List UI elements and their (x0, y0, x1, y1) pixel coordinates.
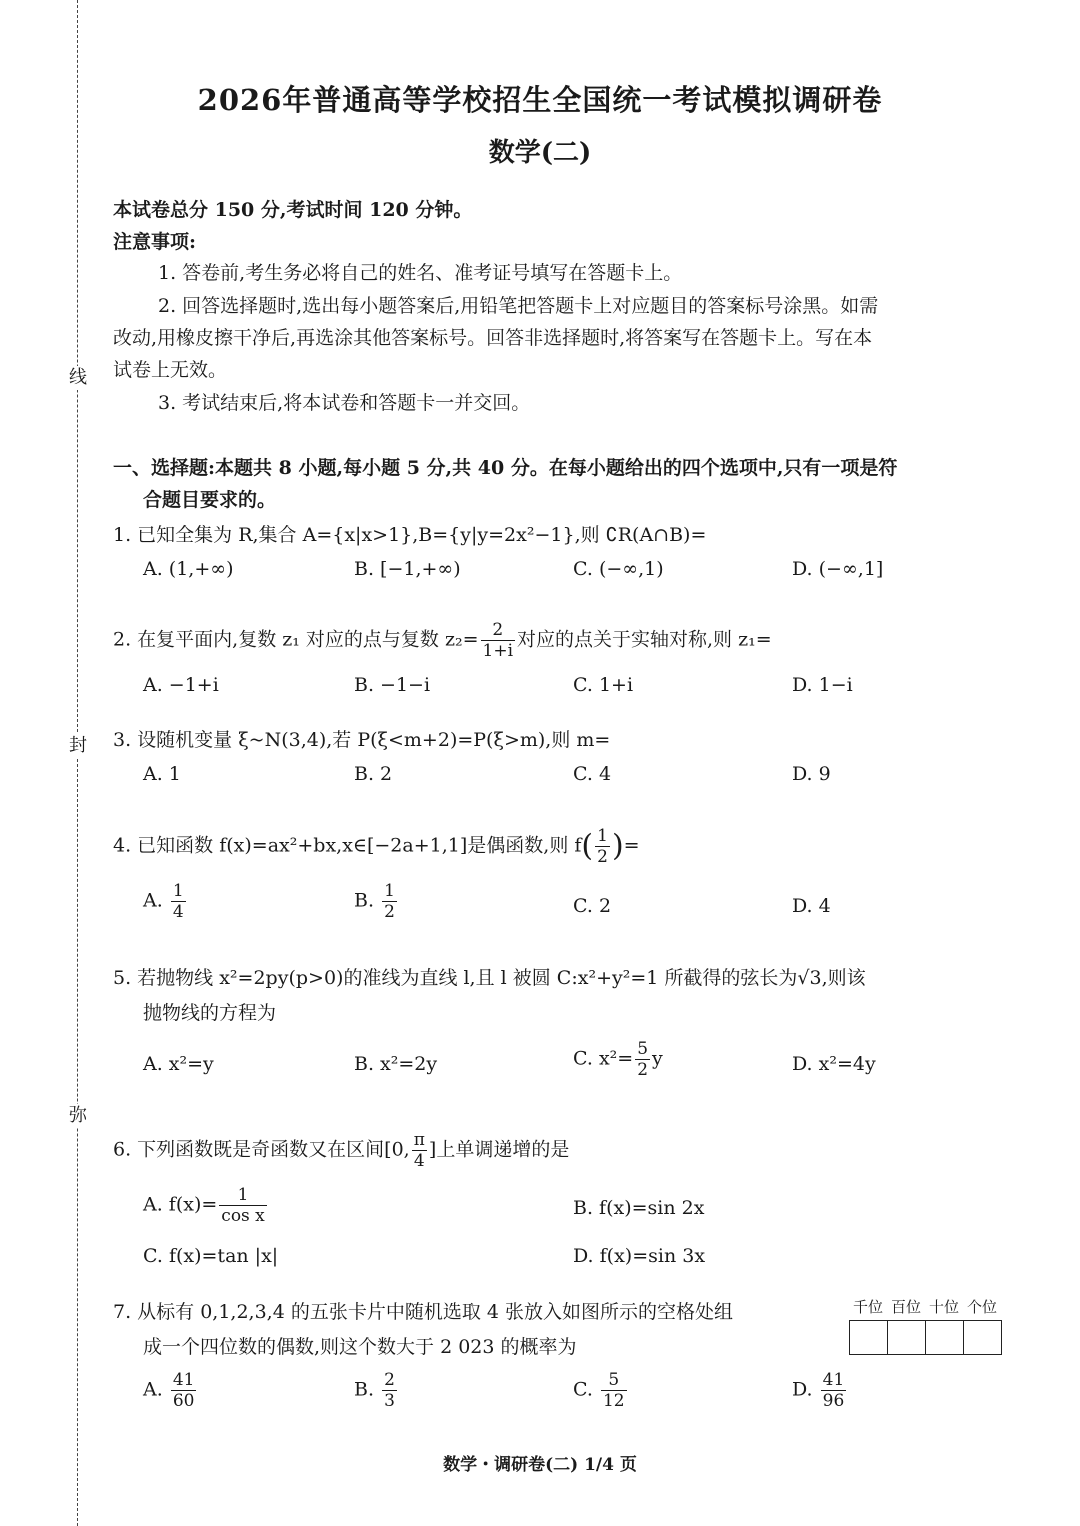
q4-option-c: C. 2 (573, 895, 612, 917)
q4-option-a-den: 4 (172, 902, 184, 922)
q4-frac-den: 2 (597, 847, 608, 867)
exam-subtitle: 数学(二) (488, 138, 592, 168)
q4-stem: 4. 已知函数 f(x)=ax²+bx,x∈[−2a+1,1]是偶函数,则 f( $\frac{1}{2}$ )= (113, 826, 640, 867)
exam-title: 2026年普通高等学校招生全国统一考试模拟调研卷 (197, 83, 883, 117)
q4-option-a-label: A. (143, 889, 163, 912)
place-label-thousands: 千位 (853, 1298, 884, 1316)
q5-stem-line-2: 抛物线的方程为 (143, 1002, 277, 1024)
q3-option-d: D. 9 (792, 763, 831, 785)
q7-option-a-den: 60 (172, 1391, 195, 1411)
q7-option-a-label: A. (143, 1378, 163, 1401)
q2-option-b: B. −1−i (354, 674, 431, 696)
q7-option-c (573, 1370, 629, 1411)
q5-option-c (573, 1039, 663, 1080)
page-footer: 数学・调研卷(二) 1/4 页 (443, 1455, 637, 1475)
q4-fraction (595, 826, 610, 867)
place-label-tens: 十位 (929, 1298, 960, 1316)
q7-option-d-den: 96 (822, 1391, 845, 1411)
q4-frac-num: 1 (597, 826, 608, 846)
q7-option-c-label: C. (573, 1378, 593, 1401)
q5-option-d: D. x²=4y (792, 1053, 876, 1075)
q5-option-a: A. x²=y (143, 1053, 214, 1075)
q2-stem-pre: 2. 在复平面内,复数 z₁ 对应的点与复数 z₂= (113, 628, 479, 651)
q2-option-c: C. 1+i (573, 674, 634, 696)
q7-option-d-num: 41 (822, 1370, 845, 1390)
q6-option-a (143, 1185, 269, 1226)
q6-option-b: B. f(x)=sin 2x (573, 1197, 705, 1219)
q2-stem (113, 620, 772, 661)
binding-char-sheet: 弥 (66, 1104, 90, 1128)
binding-char-line: 线 (66, 366, 90, 390)
q7-stem-line-2: 成一个四位数的偶数,则这个数大于 2 023 的概率为 (143, 1336, 577, 1358)
notice-item-3: 3. 考试结束后,将本试卷和答题卡一并交回。 (158, 392, 531, 414)
notice-item-2-line-1: 2. 回答选择题时,选出每小题答案后,用铅笔把答题卡上对应题目的答案标号涂黑。如需 (158, 295, 879, 317)
q4-option-a-frac (171, 881, 186, 922)
place-label-hundreds: 百位 (891, 1298, 922, 1316)
digit-cell-tens (926, 1321, 964, 1355)
q2-stem-post: 对应的点关于实轴对称,则 z₁= (517, 628, 772, 651)
q6-frac-num: π (413, 1130, 425, 1150)
q7-option-d (792, 1370, 848, 1411)
q2-option-d: D. 1−i (792, 674, 853, 696)
q3-option-b: B. 2 (354, 763, 393, 785)
q7-option-c-den: 12 (602, 1391, 625, 1411)
q7-option-b-num: 2 (384, 1370, 395, 1390)
q3-stem: 3. 设随机变量 ξ~N(3,4),若 P(ξ<m+2)=P(ξ>m),则 m= (113, 729, 611, 751)
q1-option-d: D. (−∞,1] (792, 558, 884, 580)
q6-option-a-frac (219, 1185, 266, 1226)
q4-option-d: D. 4 (792, 895, 831, 917)
q4-option-a (143, 881, 188, 922)
place-label-ones: 个位 (967, 1298, 998, 1316)
digit-cell-thousands (850, 1321, 888, 1355)
q5-option-b: B. x²=2y (354, 1053, 438, 1075)
q6-frac-den: 4 (413, 1151, 425, 1171)
digit-cell-ones (964, 1321, 1002, 1355)
q6-stem-pre: 6. 下列函数既是奇函数又在区间 (113, 1138, 385, 1161)
q7-option-a-frac (171, 1370, 197, 1411)
q4-stem-post: = (623, 834, 640, 857)
notice-item-2-line-3: 试卷上无效。 (113, 359, 228, 381)
notice-item-2-line-2: 改动,用橡皮擦干净后,再选涂其他答案标号。回答非选择题时,将答案写在答题卡上。写在本 (113, 327, 873, 349)
q5-option-c-pre: C. x²= (573, 1047, 634, 1070)
q2-frac-num: 2 (481, 620, 516, 641)
q6-stem-post: 上单调递增的是 (436, 1138, 570, 1161)
digit-cell-hundreds (888, 1321, 926, 1355)
q4-option-a-num: 1 (172, 881, 184, 901)
q5-stem-line-1: 5. 若抛物线 x²=2py(p>0)的准线为直线 l,且 l 被圆 C:x²+y²=1 所截得的弦长为√3,则该 (113, 967, 866, 989)
q6-option-d: D. f(x)=sin 3x (573, 1245, 706, 1267)
q3-option-c: C. 4 (573, 763, 612, 785)
q2-fraction (481, 620, 516, 661)
q4-option-b-frac (382, 881, 397, 922)
q5-option-c-den: 2 (637, 1060, 649, 1080)
q4-option-b-label: B. (354, 889, 375, 912)
q7-option-b (354, 1370, 399, 1411)
q6-interval-left: [0, (384, 1138, 410, 1161)
q5-option-c-post: y (652, 1047, 663, 1070)
q6-option-a-pre: A. f(x)= (143, 1193, 218, 1216)
q6-option-a-den: cos x (221, 1206, 265, 1226)
exam-summary: 本试卷总分 150 分,考试时间 120 分钟。 (113, 199, 473, 221)
q6-stem (113, 1130, 569, 1171)
q1-option-b: B. [−1,+∞) (354, 558, 461, 580)
q4-option-b-num: 1 (384, 881, 395, 901)
digit-place-grid (849, 1320, 1002, 1355)
q5-option-c-frac (635, 1039, 650, 1080)
notice-title: 注意事项: (113, 231, 197, 253)
q3-option-a: A. 1 (143, 763, 181, 785)
q7-option-b-label: B. (354, 1378, 375, 1401)
binding-dashed-line (77, 0, 78, 1526)
q4-option-b-den: 2 (384, 902, 395, 922)
q6-interval-right: ] (428, 1138, 437, 1161)
q7-option-c-frac (601, 1370, 627, 1411)
q2-frac-den: 1+i (482, 641, 514, 661)
notice-item-1: 1. 答卷前,考生务必将自己的姓名、准考证号填写在答题卡上。 (158, 262, 683, 284)
q4-stem-pre: 4. 已知函数 f(x)=ax²+bx,x∈[−2a+1,1]是偶函数,则 f (113, 834, 582, 857)
q6-option-c: C. f(x)=tan |x| (143, 1245, 279, 1267)
q5-option-c-num: 5 (637, 1039, 649, 1059)
q1-option-a: A. (1,+∞) (143, 558, 234, 580)
q7-option-a (143, 1370, 198, 1411)
q6-fraction (412, 1130, 427, 1171)
q7-option-b-frac (382, 1370, 397, 1411)
q7-option-b-den: 3 (384, 1391, 395, 1411)
q1-stem: 1. 已知全集为 R,集合 A={x|x>1},B={y|y=2x²−1},则 ∁R(A∩B)= (113, 524, 707, 546)
q4-option-b (354, 881, 399, 922)
section-1-header-line-2: 合题目要求的。 (143, 489, 277, 511)
q1-option-c: C. (−∞,1) (573, 558, 664, 580)
q7-stem-line-1: 7. 从标有 0,1,2,3,4 的五张卡片中随机选取 4 张放入如图所示的空格处组 (113, 1301, 734, 1323)
section-1-header-line-1: 一、选择题:本题共 8 小题,每小题 5 分,共 40 分。在每小题给出的四个选项中,只有一项是符 (113, 457, 898, 479)
q7-option-d-frac (821, 1370, 847, 1411)
q7-option-d-label: D. (792, 1378, 813, 1401)
q7-option-a-num: 41 (172, 1370, 195, 1390)
binding-char-seal: 封 (66, 734, 90, 758)
q2-option-a: A. −1+i (143, 674, 219, 696)
q7-option-c-num: 5 (601, 1370, 627, 1391)
q6-option-a-num: 1 (219, 1185, 266, 1206)
